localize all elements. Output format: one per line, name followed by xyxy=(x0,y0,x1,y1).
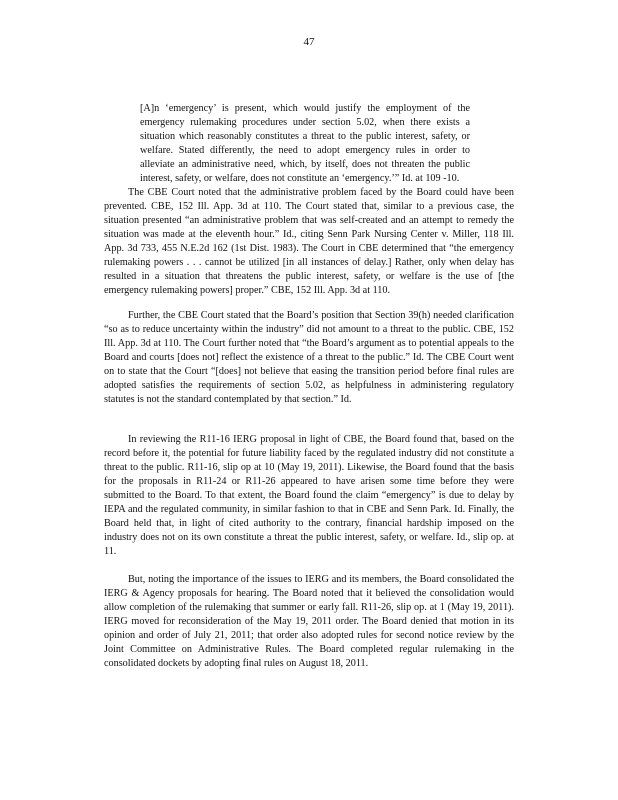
paragraph-1 xyxy=(104,186,514,298)
paragraph-4 xyxy=(104,573,514,671)
quote-text: [A]n ‘emergency’ is present, which would justify the employment of the emergency rulemaking procedures under section 5.02, when there exists a situation which reasonably constitutes a threat to the public interest, safety, or welfare. Stated differently, the need to adopt emergency rules in order to alleviate an administrative need, which, by itself, does not threaten the public interest, safety, or welfare, does not constitute an ‘emergency.’” Id. at 109 -10. xyxy=(140,103,470,184)
paragraph-4-text: But, noting the importance of the issues to IERG and its members, the Board consolidated the IERG & Agency proposals for hearing. The Board noted that it believed the consolidation would allow completion of the rulemaking that summer or early fall. R11-26, slip op. at 1 (May 19, 2011). IERG moved for reconsideration of the May 19, 2011 order. The Board denied that motion in its opinion and order of July 21, 2011; that order also adopted rules for second notice review by the Joint Committee on Administrative Rules. The Board completed regular rulemaking in the consolidated dockets by adopting final rules on August 18, 2011. xyxy=(104,574,514,669)
paragraph-3-text: In reviewing the R11-16 IERG proposal in light of CBE, the Board found that, based on the record before it, the potential for future liability faced by the regulated industry did not constitute a threat to the public. R11-16, slip op at 10 (May 19, 2011). Likewise, the Board found that the basis for the proposals in R11-24 or R11-26 appeared to have arisen some time before they were submitted to the Board. To that extent, the Board found the claim “emergency” is due to delay by IEPA and the regulated community, in similar fashion to that in CBE and Senn Park. Id. Finally, the Board held that, in light of cited authority to the contrary, financial hardship imposed on the industry does not on its own constitute a threat the public interest, safety, or welfare. Id., slip op. at 11. xyxy=(104,434,514,557)
paragraph-3 xyxy=(104,433,514,559)
block-quote xyxy=(140,102,470,186)
paragraph-1-text: The CBE Court noted that the administrative problem faced by the Board could have been prevented. CBE, 152 Ill. App. 3d at 110. The Court stated that, similar to a previous case, the situation presented “an administrative problem that was self-created and an attempt to remedy the situation was made at the eleventh hour.” Id., citing Senn Park Nursing Center v. Miller, 118 Ill. App. 3d 733, 455 N.E.2d 162 (1st Dist. 1983). The Court in CBE determined that “the emergency rulemaking powers . . . cannot be utilized [in all instances of delay.] Rather, only when delay has resulted in a situation that threatens the public interest, safety, or welfare is the use of [the emergency rulemaking powers] proper.” CBE, 152 Ill. App. 3d at 110. xyxy=(104,187,514,296)
paragraph-2-text: Further, the CBE Court stated that the Board’s position that Section 39(h) needed clarification “so as to reduce uncertainty within the industry” did not amount to a threat to the public. CBE, 152 Ill. App. 3d at 110. The Court further noted that “the Board’s argument as to potential appeals to the Board and courts [does not] reflect the existence of a threat to the public.” Id. The CBE Court went on to state that the Court “[does] not believe that easing the transition period before final rules are adopted satisfies the requirements of section 5.02, as helpfulness in administering regulatory statutes is not the standard contemplated by that section.” Id. xyxy=(104,310,514,405)
page-number: 47 xyxy=(303,36,315,48)
paragraph-2 xyxy=(104,309,514,407)
